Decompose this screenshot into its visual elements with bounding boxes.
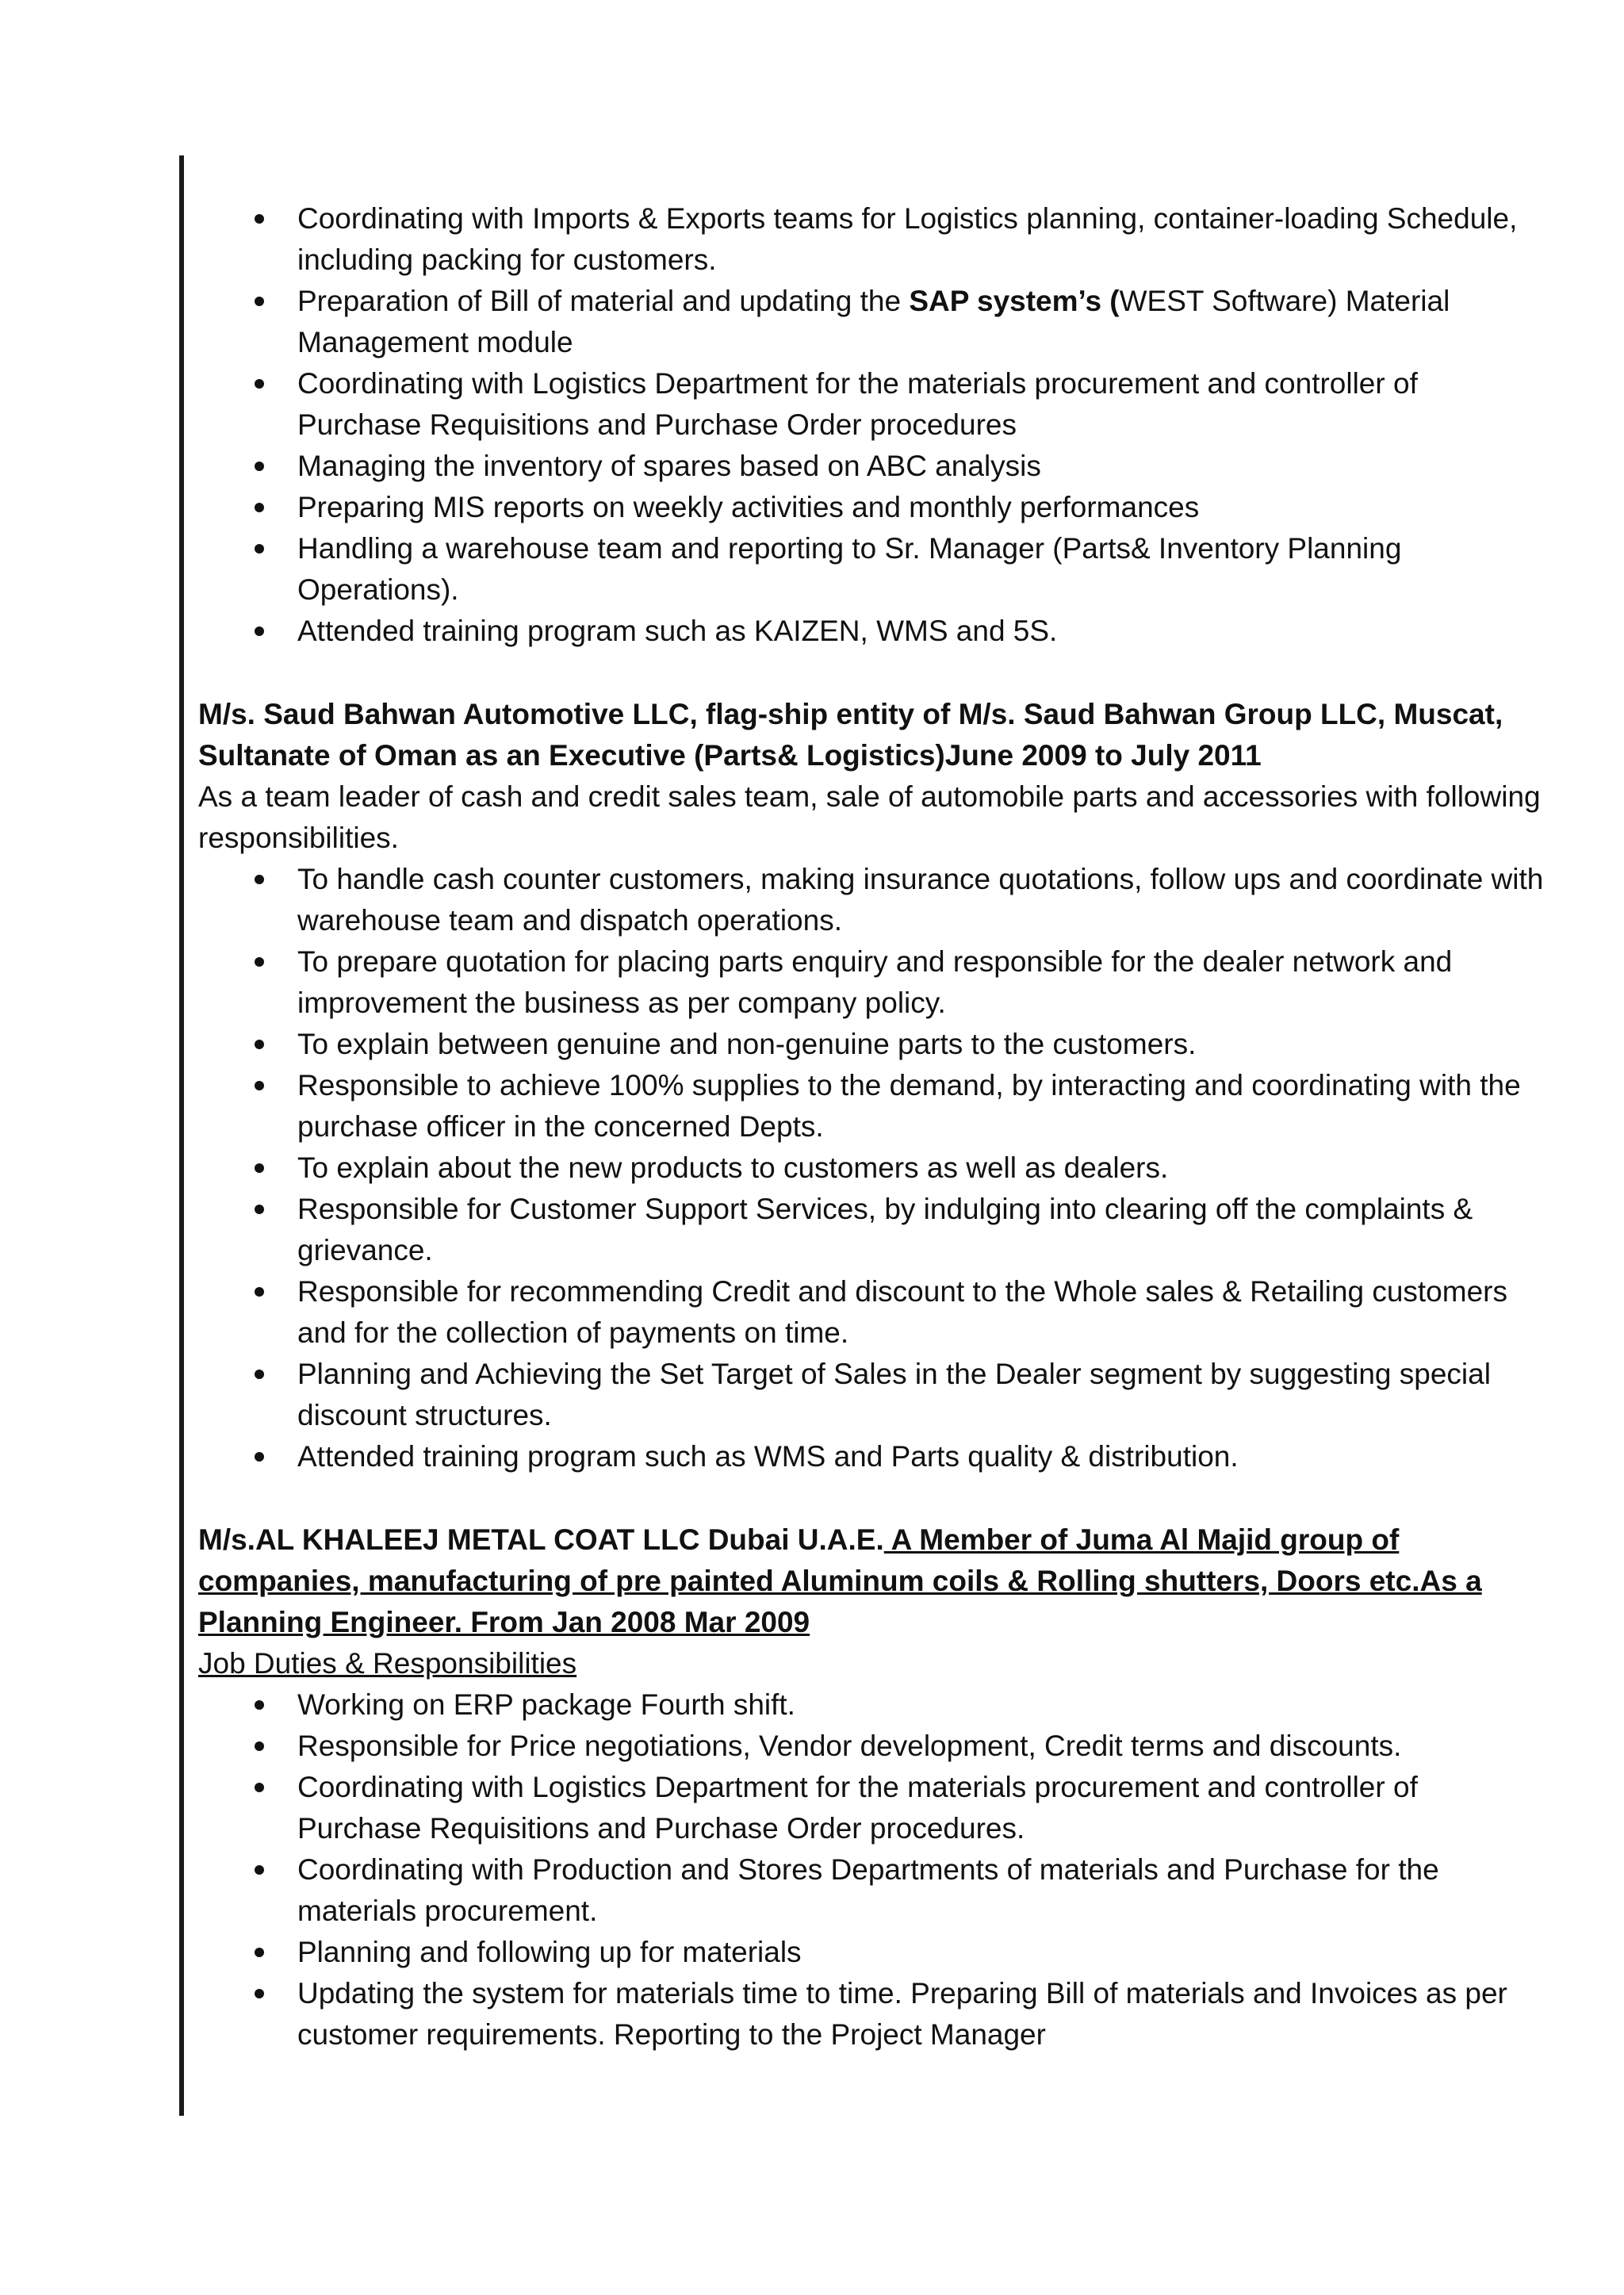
sap-system-bold: SAP system’s ( bbox=[909, 285, 1120, 317]
list-item: Coordinating with Production and Stores Departments of materials and Purchase for the materials procurement. bbox=[198, 1849, 1546, 1932]
section-gap bbox=[198, 1477, 1546, 1519]
list-item: Responsible for Customer Support Services, by indulging into clearing off the complaints & grievance. bbox=[198, 1189, 1546, 1271]
section1-bullet-list bbox=[198, 198, 1546, 652]
list-item: Managing the inventory of spares based on ABC analysis bbox=[198, 446, 1546, 487]
list-item: Coordinating with Imports & Exports teams for Logistics planning, container-loading Schedule, including packing for customers. bbox=[198, 198, 1546, 281]
resume-page-content bbox=[198, 198, 1546, 2056]
list-item-text: WEST Software) Material Management module bbox=[297, 285, 1450, 358]
list-item: Handling a warehouse team and reporting to Sr. Manager (Parts& Inventory Planning Operations). bbox=[198, 528, 1546, 611]
list-item: To explain between genuine and non-genuine parts to the customers. bbox=[198, 1024, 1546, 1065]
list-item: Working on ERP package Fourth shift. bbox=[198, 1684, 1546, 1726]
page-left-border bbox=[179, 155, 184, 2116]
list-item: Attended training program such as KAIZEN, WMS and 5S. bbox=[198, 611, 1546, 652]
list-item-text: Preparation of Bill of material and updating the bbox=[297, 285, 910, 317]
list-item: Responsible for Price negotiations, Vendor development, Credit terms and discounts. bbox=[198, 1726, 1546, 1767]
list-item: Responsible for recommending Credit and discount to the Whole sales & Retailing customers and for the collection of payments on time. bbox=[198, 1271, 1546, 1354]
list-item: Coordinating with Logistics Department for the materials procurement and controller of Purchase Requisitions and Purchase Order procedures. bbox=[198, 1767, 1546, 1849]
company-description-underlined: A Member of Juma Al Majid group of companies, manufacturing of pre painted Aluminum coils & Rolling shutters, Doors etc.As a Planning Engineer. From Jan 2008 Mar 2009 bbox=[198, 1523, 1482, 1638]
list-item: Planning and following up for materials bbox=[198, 1932, 1546, 1973]
list-item: Responsible to achieve 100% supplies to the demand, by interacting and coordinating with the purchase officer in the concerned Depts. bbox=[198, 1065, 1546, 1148]
list-item: Attended training program such as WMS and Parts quality & distribution. bbox=[198, 1436, 1546, 1477]
section2-heading: M/s. Saud Bahwan Automotive LLC, flag-ship entity of M/s. Saud Bahwan Group LLC, Muscat, Sultanate of Oman as an Executive (Parts& Logistics)June 2009 to July 2011 bbox=[198, 698, 1503, 772]
section2-intro: As a team leader of cash and credit sales team, sale of automobile parts and accessories with following responsibilities. bbox=[198, 780, 1541, 854]
company-name: M/s.AL KHALEEJ METAL COAT LLC Dubai U.A.E. bbox=[198, 1523, 884, 1556]
list-item: To explain about the new products to customers as well as dealers. bbox=[198, 1148, 1546, 1189]
section3-bullet-list bbox=[198, 1684, 1546, 2056]
list-item: Coordinating with Logistics Department for the materials procurement and controller of Purchase Requisitions and Purchase Order procedures bbox=[198, 363, 1546, 446]
list-item: Updating the system for materials time to time. Preparing Bill of materials and Invoices as per customer requirements. Reporting to the Project Manager bbox=[198, 1973, 1546, 2056]
section3-subheading: Job Duties & Responsibilities bbox=[198, 1647, 577, 1680]
list-item: To handle cash counter customers, making insurance quotations, follow ups and coordinate with warehouse team and dispatch operations. bbox=[198, 859, 1546, 941]
list-item: Preparing MIS reports on weekly activities and monthly performances bbox=[198, 487, 1546, 528]
list-item: To prepare quotation for placing parts enquiry and responsible for the dealer network and improvement the business as per company policy. bbox=[198, 941, 1546, 1024]
section-gap bbox=[198, 652, 1546, 694]
list-item bbox=[198, 281, 1546, 363]
section2-bullet-list bbox=[198, 859, 1546, 1477]
list-item: Planning and Achieving the Set Target of Sales in the Dealer segment by suggesting special discount structures. bbox=[198, 1354, 1546, 1436]
section3-heading bbox=[198, 1519, 1546, 1643]
